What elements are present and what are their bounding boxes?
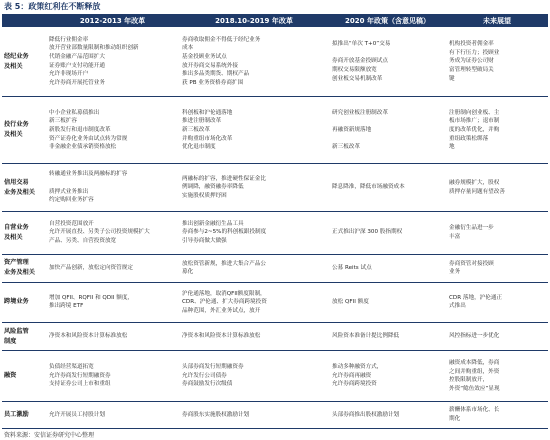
source-note: 资料来源：安信证券研究中心整理 (4, 432, 95, 439)
table-cell (46, 97, 179, 164)
category-line: 经纪业务 (4, 52, 29, 60)
policy-table (2, 14, 548, 429)
cell-line (332, 117, 443, 126)
table-cell (179, 27, 329, 97)
cell-line: 品种范围，外汇业务试点，放开 (182, 307, 261, 314)
cell-line: 新股发行和退市制度改革 (49, 127, 111, 134)
cell-line: 期权交易限额放宽 (332, 66, 377, 73)
cell-line: 募化 (182, 269, 194, 276)
table-cell (446, 211, 548, 254)
header-cell: 未来展望 (446, 14, 548, 27)
table-cell (446, 27, 548, 97)
cell-line: 产品、另类、自营投资放宽 (49, 238, 117, 244)
table-row (2, 27, 548, 97)
category-line: 及相关 (4, 62, 23, 70)
table-row (2, 254, 548, 282)
header-cell: 2012-2013 年改革 (46, 14, 179, 27)
category-line: 及相关 (4, 131, 23, 139)
cell-line: 质押存量问题有望改善 (449, 188, 505, 195)
cell-line: 成本 (182, 45, 194, 52)
table-cell (446, 282, 548, 322)
cell-line: 券商开放基金投顾试点 (332, 58, 388, 65)
table-title: 表 5：政策红利在不断释放 (4, 2, 101, 11)
header-cell (2, 14, 46, 27)
row-category (2, 97, 46, 164)
cell-line (332, 49, 443, 58)
cell-line: 拟推出“单次 T+0”交易 (332, 41, 391, 48)
header-cell: 2018.10-2019 年改革 (179, 14, 329, 27)
row-category (2, 211, 46, 254)
table-cell (46, 164, 179, 211)
cell-line: 非金融企业债承销资格放松 (49, 144, 117, 151)
table-cell (179, 323, 329, 351)
table-cell (329, 323, 446, 351)
cell-line: 金融衍生品进一步 (449, 225, 494, 232)
cell-line: 风控指标进一步优化 (449, 333, 500, 340)
cell-line: 机构投资者佣金率 (449, 41, 494, 48)
category-line: 员工激励 (4, 411, 29, 419)
cell-line: 板市场推广；退市制 (449, 118, 500, 125)
cell-line: 风险资本准备计提比例降低 (332, 333, 400, 340)
cell-line: 外资“鲶鱼效应”显现 (449, 385, 500, 392)
row-category (2, 164, 46, 211)
cell-line: 重组政策松绑落 (449, 135, 489, 142)
cell-line: 中小企业私募债推出 (49, 109, 100, 116)
table-row (2, 164, 548, 211)
cell-line: 丰富 (449, 233, 461, 240)
table-cell (46, 323, 179, 351)
table-cell (46, 211, 179, 254)
cell-line: 公募 Reits 试点 (332, 264, 372, 271)
table-cell (179, 351, 329, 402)
cell-line: 允许非现场开户 (49, 71, 89, 78)
cell-line: 实施股权质押纾困 (182, 192, 227, 199)
cell-line: 自营投资范围放开 (49, 220, 94, 227)
cell-line: 支持证券公司上市和重组 (49, 381, 111, 388)
cell-line: 推动多种融资方式， (332, 364, 383, 371)
category-line: 投行业务 (4, 121, 29, 129)
table-body (2, 27, 548, 429)
cell-line: 例调降，融资融券率降低 (182, 184, 244, 191)
table-cell (179, 402, 329, 429)
cell-line: 引导券商做大做强 (182, 238, 227, 244)
row-category (2, 282, 46, 322)
cell-line: 正式推出沪深 300 股指期权 (332, 229, 403, 236)
cell-line: 负债经营渠道拓宽 (49, 364, 94, 371)
table-cell (446, 97, 548, 164)
table-row (2, 402, 548, 429)
cell-line: 推进注册制改革 (182, 118, 222, 125)
cell-line: 代销金融产品范围扩大 (49, 54, 105, 61)
category-line: 资产管理 (4, 259, 29, 267)
table-cell (329, 282, 446, 322)
table-row (2, 282, 548, 322)
cell-line: 券商收取佣金不得低于经纪业务 (182, 36, 261, 43)
table-cell (329, 211, 446, 254)
cell-line: 转融通业务推出及两融标的扩容 (49, 171, 128, 178)
cell-line: 再融资新规落地 (332, 127, 372, 134)
cell-line: 增加 QFII、RQFII 和 QDII 额度， (49, 294, 134, 301)
cell-line: 研究创业板注册制改革 (332, 109, 388, 116)
cell-line: 推出创新金融衍生品工具 (182, 220, 244, 227)
cell-line: 允许券商跨境投资 (332, 381, 377, 388)
table-cell (329, 254, 446, 282)
header-cell: 2020 年政策（含意见稿） (329, 14, 446, 27)
cell-line: 沪伦通落地，取消QFII额度限制， (182, 290, 266, 297)
table-cell (46, 254, 179, 282)
category-line: 风险监管 (4, 327, 29, 335)
table-cell (329, 351, 446, 402)
cell-line: 券商股东实施股权激励计划 (182, 411, 250, 418)
cell-line: 头部券商推出股权激励计划 (332, 411, 400, 418)
table-cell (446, 351, 548, 402)
cell-line: 允许券商开展托管业务 (49, 79, 105, 86)
cell-line: 质押式业务推出 (49, 188, 89, 195)
policy-table-container (2, 14, 548, 429)
category-line: 及相关 (4, 233, 23, 241)
cell-line: 键 (449, 75, 455, 82)
table-cell (179, 97, 329, 164)
cell-line: 券商参与2~5%的科创板跟投制度 (182, 229, 267, 236)
cell-line: CDR、沪伦通、扩大券商跨境投资 (182, 299, 267, 306)
cell-line: 净资本和风险资本计算标准放松 (182, 333, 261, 340)
row-category (2, 351, 46, 402)
table-cell (46, 282, 179, 322)
cell-line: 证券账户支付功能开通 (49, 62, 105, 69)
row-category (2, 254, 46, 282)
cell-line: 新三板扩容 (49, 118, 77, 125)
category-line: 业务及相关 (4, 269, 35, 277)
cell-line: 之间并购重组，外资 (449, 368, 500, 375)
category-line: 融资 (4, 372, 17, 380)
cell-line: 获 PB 业务资格券商扩围 (182, 79, 244, 86)
table-cell (46, 351, 179, 402)
header-row (2, 14, 548, 27)
cell-line: 允许开展员工持股计划 (49, 411, 105, 418)
row-category (2, 402, 46, 429)
table-cell (446, 164, 548, 211)
cell-line (49, 179, 176, 188)
table-cell (329, 402, 446, 429)
cell-line: 两融标的扩容，推进硬性保证金比 (182, 175, 266, 182)
cell-line: 富管理转型破局关 (449, 66, 494, 73)
category-line: 制度 (4, 337, 17, 345)
cell-line: 优化退市制度 (182, 144, 216, 151)
cell-line: 资产证券化业务由试点转为常规 (49, 135, 128, 142)
table-cell (446, 254, 548, 282)
table-cell (179, 282, 329, 322)
category-line: 信用交易 (4, 178, 29, 186)
cell-line: 降息降准，降低市场融资成本 (332, 184, 405, 191)
cell-line: 地 (449, 144, 455, 151)
table-row (2, 323, 548, 351)
cell-line: 允许券商再融资 (332, 372, 372, 379)
table-cell (329, 27, 446, 97)
row-category (2, 323, 46, 351)
cell-line: 薪酬体系市场化、长 (449, 407, 500, 414)
table-cell (329, 97, 446, 164)
table-cell (46, 27, 179, 97)
cell-line: 券商资管对接投顾 (449, 260, 494, 267)
cell-line: 融券规模扩大，股权 (449, 179, 500, 186)
cell-line: 期化 (449, 416, 461, 423)
table-cell (46, 402, 179, 429)
cell-line: 新三板改革 (332, 144, 360, 151)
cell-line: 允许券商发行短期融资券 (49, 372, 111, 379)
cell-line: 允许发行公司债券 (182, 372, 227, 379)
cell-line: 加快产品创新，放松定向资管规定 (49, 264, 133, 271)
cell-line: 控股限制放开， (449, 377, 489, 384)
category-line: 自营业务 (4, 223, 29, 231)
table-row (2, 351, 548, 402)
table-cell (179, 254, 329, 282)
cell-line: 新三板改革 (182, 127, 210, 134)
table-row (2, 97, 548, 164)
cell-line: 有下行压力；投顾业 (449, 49, 500, 56)
cell-line: 允许开展直投、另类子公司投资规模扩大 (49, 229, 150, 236)
table-row (2, 211, 548, 254)
cell-line: 度的改革优化，并购 (449, 127, 500, 134)
cell-line (332, 135, 443, 144)
row-category (2, 27, 46, 97)
table-cell (179, 211, 329, 254)
cell-line: 头部券商发行短期融资券 (182, 364, 244, 371)
table-cell (179, 164, 329, 211)
cell-line: 推出多品类期货、期权产品 (182, 71, 250, 78)
cell-line: 约定购回业务扩容 (49, 197, 94, 204)
cell-line: 基金投顾业务试点 (182, 54, 227, 61)
cell-line: 创业板交易机制改革 (332, 75, 383, 82)
cell-line: 券商鼓励发行次级债 (182, 381, 233, 388)
cell-line: 融资成本降低，券商 (449, 359, 500, 366)
cell-line: 务成为证券公司财 (449, 58, 494, 65)
cell-line: 注册制向创业板、主 (449, 109, 500, 116)
table-cell (446, 323, 548, 351)
cell-line: 并购重组市场化改革 (182, 135, 233, 142)
cell-line: 放松 QFII 额度 (332, 299, 369, 306)
cell-line: 式推出 (449, 303, 466, 310)
cell-line: 放开券商交易系统外接 (182, 62, 238, 69)
cell-line: 科创板和沪伦通落地 (182, 109, 233, 116)
cell-line: 净资本和风险资本计算标准放松 (49, 333, 128, 340)
table-cell (446, 402, 548, 429)
cell-line: 放松资管新规，推进大集合产品公 (182, 260, 266, 267)
cell-line: CDR 落地，沪伦通正 (449, 294, 503, 301)
table-cell (329, 164, 446, 211)
cell-line: 推出跨境 ETF (49, 303, 84, 310)
category-line: 跨境业务 (4, 298, 29, 306)
category-line: 业务及相关 (4, 188, 35, 196)
cell-line: 业务 (449, 269, 461, 276)
cell-line: 放开营业部数量限制和推动组织创新 (49, 45, 139, 52)
cell-line: 降低行业佣金率 (49, 36, 89, 43)
